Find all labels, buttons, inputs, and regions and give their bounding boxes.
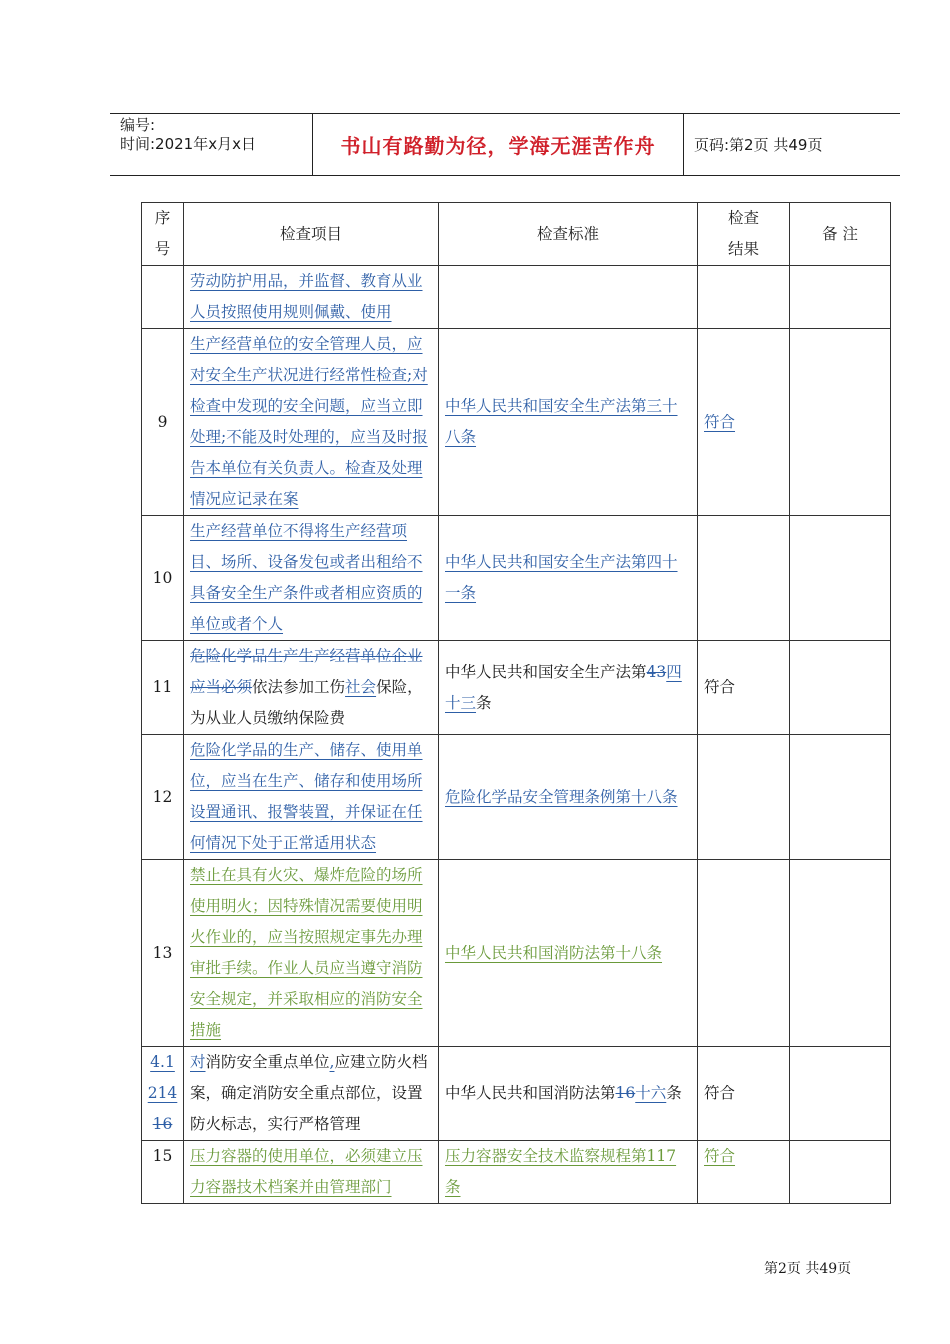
table-row [142,1047,891,1141]
row-standard: 压力容器安全技术监察规程第117条 [445,1147,677,1196]
motto: 书山有路勤为径，学海无涯苦作舟 [340,134,656,158]
row-item: 生产经营单位不得将生产经营项目、场所、设备发包或者出租给不具备安全生产条件或者相应资质的单位或者个人 [190,522,423,633]
header-result: 检查 结果 [698,203,790,266]
row-no: 15 [142,1141,184,1204]
table-row [142,860,891,1047]
page-footer: 第2页 共49页 [764,1261,852,1277]
row-result: 符合 [704,412,736,431]
header-motto-cell [312,114,684,175]
table-row [142,641,891,735]
row-standard: 中华人民共和国消防法第16十六条 [439,1047,698,1141]
table-row [142,329,891,516]
row-result: 符合 [698,1047,790,1141]
table-row [142,516,891,641]
number-label: 编号: [120,116,156,134]
header-item: 检查项目 [184,203,439,266]
row-standard: 中华人民共和国安全生产法第43四十三条 [439,641,698,735]
table-header-row [142,203,891,266]
row-no: 10 [142,516,184,641]
row-no: 4.121416 [142,1047,184,1141]
row-item: 生产经营单位的安全管理人员，应对安全生产状况进行经常性检查;对检查中发现的安全问题，应当立即处理;不能及时处理的，应当及时报告本单位有关负责人。检查及处理情况应记录在案 [190,335,428,508]
header-meta [120,116,256,154]
page-label: 页码:第2页 共49页 [694,136,823,154]
row-result: 符合 [698,641,790,735]
table-row [142,1141,891,1204]
row-item: 禁止在具有火灾、爆炸危险的场所使用明火；因特殊情况需要使用明火作业的，应当按照规定事先办理审批手续。作业人员应当遵守消防安全规定，并采取相应的消防安全措施 [190,866,423,1039]
row-standard: 危险化学品安全管理条例第十八条 [445,787,678,806]
inspection-table [141,202,891,1204]
row-standard: 中华人民共和国安全生产法第四十一条 [445,553,678,602]
row-no: 12 [142,735,184,860]
row-item: 危险化学品的生产、储存、使用单位，应当在生产、储存和使用场所设置通讯、报警装置，并保证在任何情况下处于正常适用状态 [190,741,423,852]
table-row [142,735,891,860]
row-standard: 中华人民共和国消防法第十八条 [445,943,663,962]
header-remark: 备 注 [790,203,891,266]
row-item: 压力容器的使用单位，必须建立压力容器技术档案并由管理部门 [190,1147,423,1196]
row-item: 对消防安全重点单位,应建立防火档案，确定消防安全重点部位，设置防火标志，实行严格管理 [184,1047,439,1141]
row-result: 符合 [704,1147,736,1165]
row-no: 11 [142,641,184,735]
table-row [142,266,891,329]
header-no: 序 号 [142,203,184,266]
row-item: 危险化学品生产生产经营单位企业应当必须依法参加工伤社会保险，为从业人员缴纳保险费 [184,641,439,735]
row-no: 13 [142,860,184,1047]
row-standard: 中华人民共和国安全生产法第三十八条 [445,397,678,446]
time-label: 时间:2021年x月x日 [120,135,256,153]
page-header [110,113,900,176]
header-standard: 检查标准 [439,203,698,266]
row-no: 9 [142,329,184,516]
row-item: 劳动防护用品，并监督、教育从业人员按照使用规则佩戴、使用 [190,272,423,321]
